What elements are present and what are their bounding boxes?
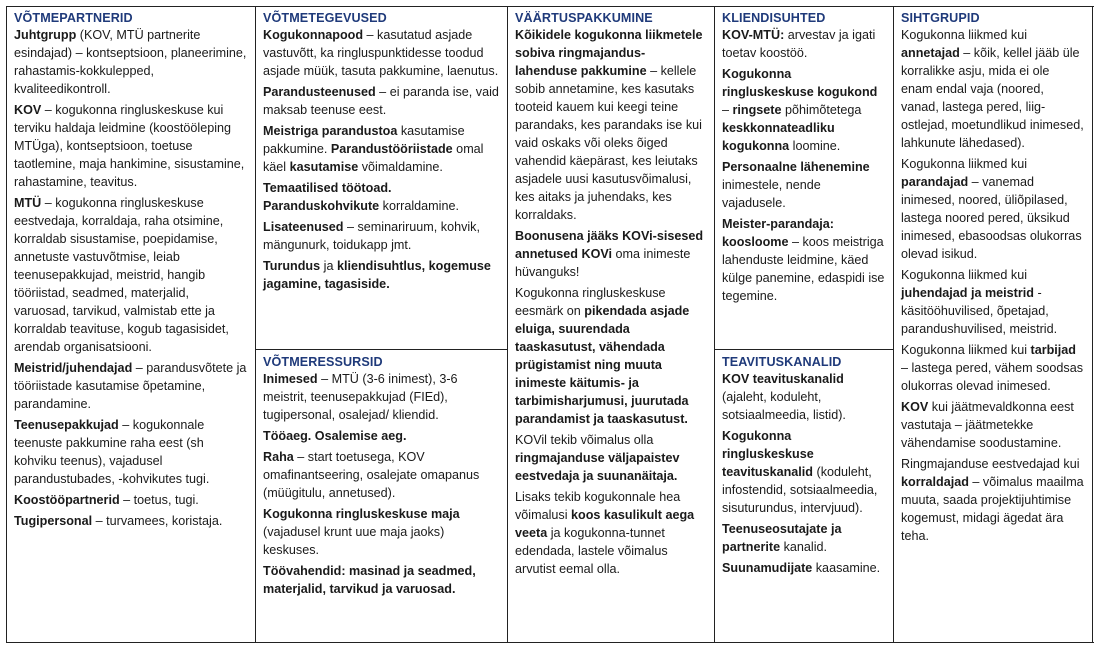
text-run: – kõik, kellel jääb üle korralikke asju, mida ei ole enam endal vaja (noored, vanad, lastega pered, liig-ostlejad, moetundlikud inimesed, lahkunute lähedased). (901, 46, 1084, 150)
paragraph (256, 26, 507, 80)
paragraph (7, 359, 255, 413)
bold-text: Meister-parandaja: koosloome (722, 217, 834, 249)
bold-text: annetajad (901, 46, 960, 60)
paragraph (256, 505, 507, 559)
paragraph (256, 122, 507, 176)
bold-text: Meistriga parandustoa (263, 124, 398, 138)
text-run: inimestele, nende vajadusele. (722, 178, 821, 210)
bold-text: Kõikidele kogukonna liikmetele sobiva ringmajandus-lahenduse pakkumine (515, 28, 703, 78)
bold-text: Koostööpartnerid (14, 493, 120, 507)
bold-text: Teenusepakkujad (14, 418, 119, 432)
text-run: – start toetusega, KOV omafinantseering, osalejate omapanus (müügitulu, annetused). (263, 450, 480, 500)
paragraph (256, 562, 507, 598)
customer-relationships-text (715, 26, 893, 305)
paragraph (715, 370, 893, 424)
text-run: (KOV, MTÜ partnerite esindajad) – kontseptsioon, planeerimine, rahastamis-kokkulepped, kvaliteedikontroll. (14, 28, 247, 96)
text-run: (vajadusel krunt uue maja jaoks) keskuses. (263, 525, 445, 557)
section-customer-segments (894, 6, 1092, 548)
text-run: kui jäätmevaldkonna eest vastutaja – jäätmetekke vähendamise soodustamine. (901, 400, 1074, 450)
bold-text: tarbijad (1030, 343, 1077, 357)
text-run: – turvamees, koristaja. (92, 514, 223, 528)
text-run: ja kogukonna-tunnet edendada, lastele võimalus arvutist eemal olla. (515, 526, 668, 576)
text-run: – koos meistriga lahenduste leidmine, käed külge panemine, edaspidi ise tegemine. (722, 235, 885, 303)
column-key-partners (6, 6, 255, 643)
bold-text: Lisateenused (263, 220, 344, 234)
paragraph (508, 488, 714, 578)
paragraph (894, 455, 1092, 545)
paragraph (894, 266, 1092, 338)
value-proposition-text (508, 26, 714, 578)
paragraph (715, 427, 893, 517)
customer-segments-header: SIHTGRUPID (901, 11, 980, 25)
text-run: (koduleht, infostendid, sotsiaalmeedia, sisuturundus, intervjuud). (722, 465, 878, 515)
paragraph (508, 284, 714, 428)
channels-text (715, 370, 893, 577)
paragraph (508, 227, 714, 281)
text-run: – kogukonnale teenuste pakkumine raha eest (sh kohviku teenus), vajadusel parandustubades, -kohvikutes tugi. (14, 418, 210, 486)
paragraph (256, 218, 507, 254)
paragraph (256, 257, 507, 293)
text-run: (ajaleht, koduleht, sotsiaalmeedia, listid). (722, 390, 846, 422)
paragraph (894, 26, 1092, 152)
text-run: Lisaks tekib kogukonnale hea võimalusi (515, 490, 681, 522)
text-run: – ei paranda ise, vaid maksab teenuse eest. (263, 85, 499, 117)
bold-text: Teenuseosutajate ja partnerite (722, 522, 842, 554)
text-run: Kogukonna liikmed kui (901, 157, 1028, 171)
section-key-partners (7, 6, 255, 533)
bold-text: Kogukonna ringluskeskuse kogukond (722, 67, 878, 99)
bold-text: keskkonnateadliku kogukonna (722, 121, 835, 153)
text-run: kanalid. (780, 540, 828, 554)
bold-text: parandajad (901, 175, 969, 189)
text-run: – võimalus maailma muuta, saada projektijuhtimise kogemust, midagi ägedat ära teha. (901, 475, 1084, 543)
section-value-proposition (508, 6, 714, 581)
bold-text: Juhtgrupp (14, 28, 77, 42)
bold-text: ringsete (732, 103, 782, 117)
paragraph (894, 155, 1092, 263)
bold-text: Boonusena jääks KOVi-sisesed annetused KOVi (515, 229, 704, 261)
bold-text: Kogukonna ringluskeskuse maja (263, 507, 460, 521)
text-run: loomine. (789, 139, 841, 153)
paragraph (508, 26, 714, 224)
paragraph (715, 215, 893, 305)
bold-text: Parandustööriistade (330, 142, 453, 156)
text-run: – vanemad inimesed, noored, üliõpilased, lastega noored pered, üksikud inimesed, ebasoodsas olukorras olevad isikud. (901, 175, 1082, 261)
bold-text: juhendajad ja meistrid (901, 286, 1034, 300)
paragraph (256, 427, 507, 445)
paragraph (7, 101, 255, 191)
column-relations-channels (714, 6, 893, 643)
text-run: kasutamise pakkumine. (263, 124, 465, 156)
text-run: – MTÜ (3-6 inimest), 3-6 meistrit, teenusepakkujad (FIEd), tugipersonal, osalejad/ kliendid. (263, 372, 458, 422)
text-run: kaasamine. (812, 561, 881, 575)
paragraph (256, 448, 507, 502)
bold-text: pikendada asjade eluiga, suurendada taaskasutust, vähendada prügistamist ning muuta inimeste käitumis- ja tarbimisharjumusi, juurutada parandamist ja taaskasutust. (515, 304, 690, 426)
bold-text: koos kasulikult aega veeta (515, 508, 695, 540)
bold-text: Tugipersonal (14, 514, 93, 528)
bold-text: Inimesed (263, 372, 318, 386)
section-key-activities (256, 6, 507, 296)
key-resources-text (256, 370, 507, 598)
text-run: ja (320, 259, 337, 273)
paragraph (715, 65, 893, 155)
paragraph (256, 83, 507, 119)
bold-text: Suunamudijate (722, 561, 813, 575)
bold-text: Tööaeg. Osalemise aeg. (263, 429, 407, 443)
bold-text: Personaalne lähenemine (722, 160, 870, 174)
section-key-resources (256, 350, 507, 601)
text-run: Kogukonna liikmed kui (901, 268, 1028, 282)
paragraph (508, 431, 714, 485)
paragraph (894, 341, 1092, 395)
bold-text: ringmajanduse väljapaistev eestvedaja ja suunanäitaja. (515, 451, 680, 483)
bold-text: Kogukonnapood (263, 28, 364, 42)
paragraph (256, 179, 507, 215)
column-value-proposition (507, 6, 714, 643)
paragraph (7, 512, 255, 530)
paragraph (715, 26, 893, 62)
bold-text: KOV-MTÜ: (722, 28, 785, 42)
bold-text: korraldajad (901, 475, 969, 489)
text-run: omal käel (263, 142, 484, 174)
section-customer-relationships (715, 6, 893, 308)
customer-relationships-header: KLIENDISUHTED (722, 11, 826, 25)
key-activities-header: VÕTMETEGEVUSED (263, 11, 387, 25)
bold-text: MTÜ (14, 196, 42, 210)
key-partners-text (7, 26, 255, 530)
text-run: Ringmajanduse eestvedajad kui (901, 457, 1080, 471)
bold-text: Kogukonna ringluskeskuse teavituskanalid (722, 429, 814, 479)
key-activities-text (256, 26, 507, 293)
paragraph (7, 26, 255, 98)
bold-text: Töövahendid: masinad ja seadmed, materjalid, tarvikud ja varuosad. (263, 564, 476, 596)
bold-text: KOV (901, 400, 929, 414)
bold-text: Turundus (263, 259, 321, 273)
paragraph (7, 416, 255, 488)
bold-text: kliendisuhtlus, kogemuse jagamine, tagasiside. (263, 259, 491, 291)
customer-segments-text (894, 26, 1092, 545)
text-run: põhimõtetega (781, 103, 862, 117)
text-run: – toetus, tugi. (119, 493, 199, 507)
text-run: – kogukonna ringluskeskuse kui terviku haldaja leidmine (koostööleping MTÜga), kontseptsioon, toetuse taotlemine, maja hankimine, sisustamine, rahastamine, teavitus. (14, 103, 245, 189)
bold-text: KOV (14, 103, 42, 117)
text-run: – kasutatud asjade vastuvõtt, ka ringluspunktidesse toodud asjade müük, tasuta pakkumine, laenutus. (263, 28, 499, 78)
text-run: KOVil tekib võimalus olla (515, 433, 654, 447)
bold-text: KOV teavituskanalid (722, 372, 844, 386)
value-proposition-header: VÄÄRTUSPAKKUMINE (515, 11, 653, 25)
text-run: oma inimeste hüvanguks! (515, 247, 691, 279)
column-customer-segments (893, 6, 1093, 643)
key-partners-header: VÕTMEPARTNERID (14, 11, 133, 25)
text-run: Kogukonna liikmed kui (901, 28, 1028, 42)
paragraph (7, 491, 255, 509)
paragraph (894, 398, 1092, 452)
text-run: – parandusvõtete ja tööriistade kasutamise õpetamine, parandamine. (14, 361, 247, 411)
text-run: Kogukonna liikmed kui (901, 343, 1031, 357)
text-run: korraldamine. (379, 199, 459, 213)
paragraph (7, 194, 255, 356)
column-activities-resources (255, 6, 507, 643)
channels-header: TEAVITUSKANALID (722, 355, 842, 369)
text-run: – kellele sobib annetamine, kes kasutaks tooteid kauem kui keegi teine parandaks, kes parandaks ise kui vaid oskaks või oleks õiged vahendid käepärast, kes leiutaks asjadele uusi kasutusvõimalusi, kes aitaks ja juhendaks, kes korraldaks. (515, 64, 702, 222)
paragraph (256, 370, 507, 424)
text-run: – lastega pered, vähem soodsas olukorras olevad inimesed. (901, 361, 1084, 393)
text-run: – seminariruum, kohvik, mängunurk, toidukapp jmt. (263, 220, 480, 252)
bold-text: Paranduskohvikute (263, 199, 380, 213)
text-run: - käsitööhuvilised, õpetajad, parandushuvilised, meistrid. (901, 286, 1058, 336)
bold-text: kasutamise (289, 160, 359, 174)
section-channels (715, 350, 893, 580)
key-resources-header: VÕTMERESSURSID (263, 355, 383, 369)
text-run: arvestav ja igati toetav koostöö. (722, 28, 876, 60)
text-run: Kogukonna ringluskeskuse eesmärk on (515, 286, 666, 318)
bold-text: Temaatilised töötoad. (263, 181, 392, 195)
paragraph (715, 559, 893, 577)
bold-text: Meistrid/juhendajad (14, 361, 133, 375)
text-run: – kogukonna ringluskeskuse eestvedaja, korraldaja, raha otsimine, korraldab sisustamise, poepidamise, annetuste vastuvõtmise, leiab teenusepakkujad, meistrid, hangib tööriistad, seadmed, materjalid, varuosad, tarvikud, valmistab ette ja korraldab teavituse, kogub tagasisidet, arendab organisatsiooni. (14, 196, 229, 354)
text-run: – (722, 103, 733, 117)
bold-text: Raha (263, 450, 294, 464)
paragraph (715, 158, 893, 212)
paragraph (715, 520, 893, 556)
text-run: võimaldamine. (358, 160, 443, 174)
bold-text: Parandusteenused (263, 85, 376, 99)
